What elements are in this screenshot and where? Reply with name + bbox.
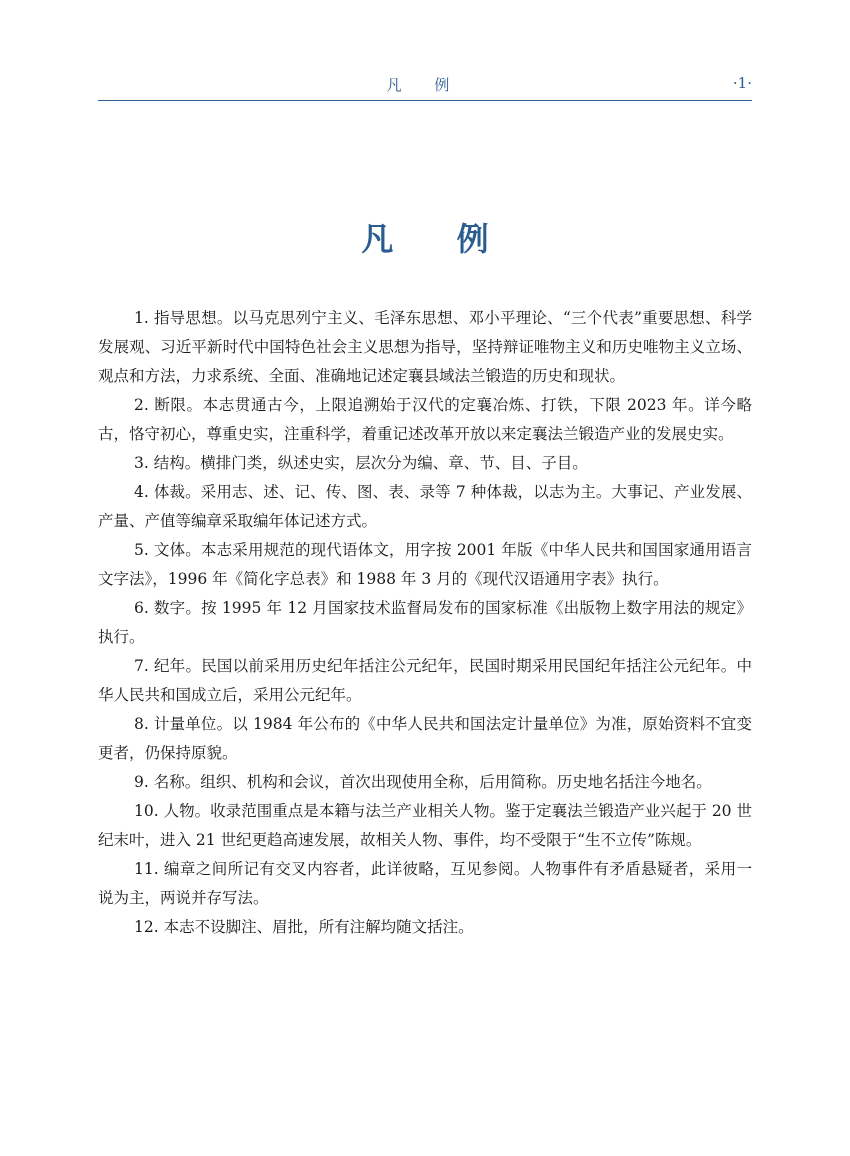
paragraph-genre: 4. 体裁。采用志、述、记、传、图、表、录等 7 种体裁，以志为主。大事记、产业发展、产量、产值等编章采取编年体记述方式。 <box>98 483 752 530</box>
paragraph-annotations: 12. 本志不设脚注、眉批，所有注解均随文括注。 <box>134 918 474 936</box>
paragraph-units: 8. 计量单位。以 1984 年公布的《中华人民共和国法定计量单位》为准，原始资料不宜变更者，仍保持原貌。 <box>98 715 752 762</box>
paragraph-cross-reference: 11. 编章之间所记有交叉内容者，此详彼略，互见参阅。人物事件有矛盾悬疑者，采用一说为主，两说并存写法。 <box>98 860 752 907</box>
paragraph-chronology: 7. 纪年。民国以前采用历史纪年括注公元纪年，民国时期采用民国纪年括注公元纪年。中华人民共和国成立后，采用公元纪年。 <box>98 657 752 704</box>
paragraph-time-limit: 2. 断限。本志贯通古今，上限追溯始于汉代的定襄冶炼、打铁，下限 2023 年。详今略古，恪守初心，尊重史实，注重科学，着重记述改革开放以来定襄法兰锻造产业的发展史实。 <box>98 396 752 443</box>
paragraph-numerals: 6. 数字。按 1995 年 12 月国家技术监督局发布的国家标准《出版物上数字用法的规定》执行。 <box>98 599 752 646</box>
header-title: 凡 例 <box>386 76 464 94</box>
paragraph-guiding-ideology: 1. 指导思想。以马克思列宁主义、毛泽东思想、邓小平理论、“三个代表”重要思想、科学发展观、习近平新时代中国特色社会主义思想为指导，坚持辩证唯物主义和历史唯物主义立场、观点和方法，力求系统、全面、准确地记述定襄县域法兰锻造的历史和现状。 <box>98 309 752 385</box>
paragraph-names: 9. 名称。组织、机构和会议，首次出现使用全称，后用简称。历史地名括注今地名。 <box>134 773 712 791</box>
paragraph-writing-style: 5. 文体。本志采用规范的现代语体文，用字按 2001 年版《中华人民共和国国家通用语言文字法》，1996 年《简化字总表》和 1988 年 3 月的《现代汉语通用字表》执行。 <box>98 541 752 588</box>
body-text <box>98 304 752 942</box>
running-header <box>98 70 752 101</box>
page-title: 凡 例 <box>361 220 515 258</box>
paragraph-persons: 10. 人物。收录范围重点是本籍与法兰产业相关人物。鉴于定襄法兰锻造产业兴起于 20 世纪末叶，进入 21 世纪更趋高速发展，故相关人物、事件，均不受限于“生不立传”陈规。 <box>98 802 752 849</box>
paragraph-structure: 3. 结构。横排门类，纵述史实，层次分为编、章、节、目、子目。 <box>134 454 588 472</box>
page-number: ·1· <box>732 74 752 92</box>
